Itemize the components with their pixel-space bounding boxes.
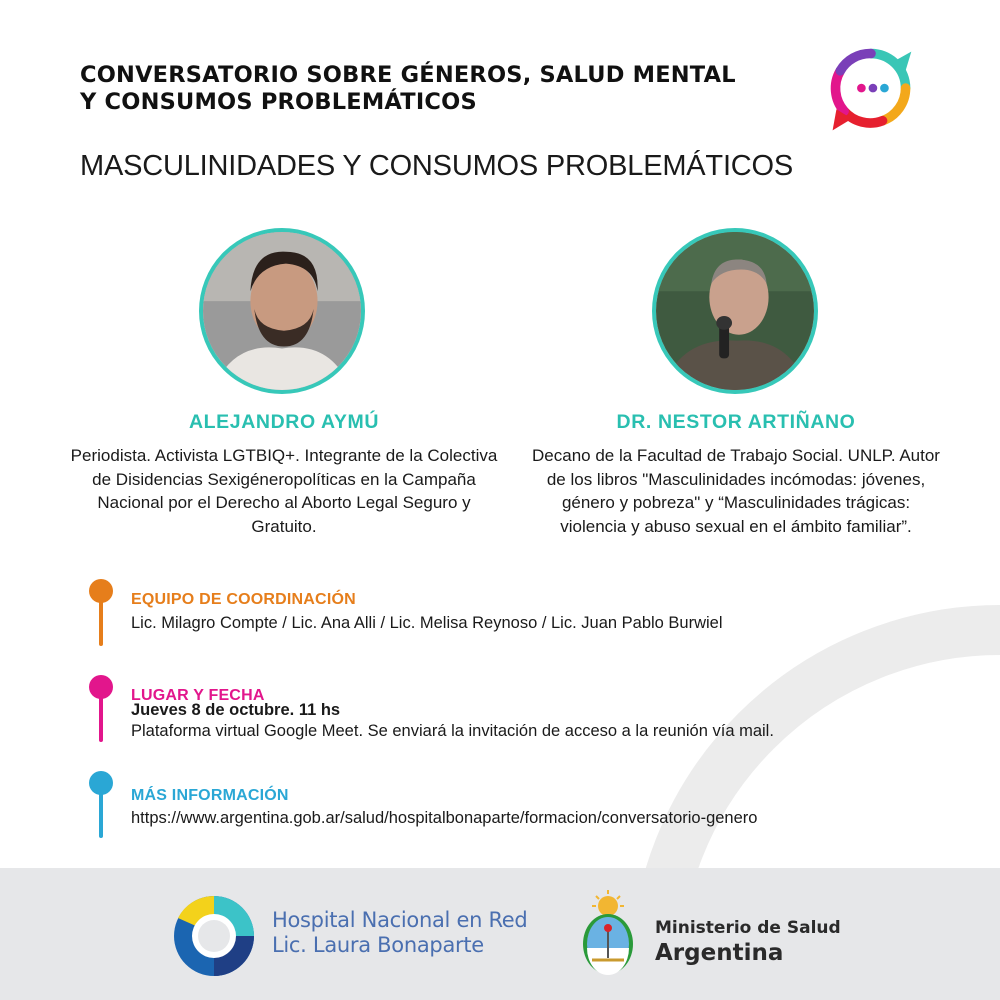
map-pin-icon [88, 770, 118, 840]
hospital-name-line1: Hospital Nacional en Red [272, 908, 528, 932]
page-subtitle: MASCULINIDADES Y CONSUMOS PROBLEMÁTICOS [80, 150, 794, 182]
speaker-name: ALEJANDRO AYMÚ [188, 411, 380, 433]
coordination-label: EQUIPO DE COORDINACIÓN [131, 591, 356, 608]
chat-bubble-icon [822, 42, 920, 138]
map-pin-icon [88, 578, 118, 648]
place-date-label: LUGAR Y FECHA [131, 687, 265, 704]
more-info-link[interactable]: https://www.argentina.gob.ar/salud/hospitalbonaparte/formacion/conversatorio-genero [131, 809, 758, 827]
hospital-name-line2: Lic. Laura Bonaparte [272, 933, 484, 957]
speaker-photo [652, 228, 818, 394]
coordination-team: Lic. Milagro Compte / Lic. Ana Alli / Lic. Melisa Reynoso / Lic. Juan Pablo Burwiel [131, 614, 723, 632]
page-title: CONVERSATORIO SOBRE GÉNEROS, SALUD MENTAL Y CONSUMOS PROBLEMÁTICOS [80, 62, 736, 115]
speaker-bio: Decano de la Facultad de Trabajo Social. UNLP. Autor de los libros "Masculinidades incómodas: jóvenes, género y pobreza" y “Masculinidades trágicas: violencia y abuso sexual en el ámbito familiar”. [532, 446, 940, 536]
ministry-name: Ministerio de Salud [655, 918, 841, 938]
speaker-photo [199, 228, 365, 394]
hospital-logo-icon [172, 894, 256, 978]
footer [0, 868, 1000, 1000]
speaker-name: DR. NESTOR ARTIÑANO [616, 411, 856, 433]
hospital-name [272, 908, 527, 958]
speaker-bio: Periodista. Activista LGTBIQ+. Integrante de la Colectiva de Disidencias Sexigéneropolíticas en la Campaña Nacional por el Derecho al Aborto Legal Seguro y Gratuito. [70, 446, 498, 536]
more-info-label: MÁS INFORMACIÓN [131, 787, 289, 804]
map-pin-icon [88, 674, 118, 744]
national-coat-of-arms-icon [578, 888, 638, 986]
ministry-country: Argentina [655, 940, 784, 966]
event-platform: Plataforma virtual Google Meet. Se enviará la invitación de acceso a la reunión vía mail. [131, 722, 774, 740]
event-date: Jueves 8 de octubre. 11 hs [131, 701, 341, 719]
